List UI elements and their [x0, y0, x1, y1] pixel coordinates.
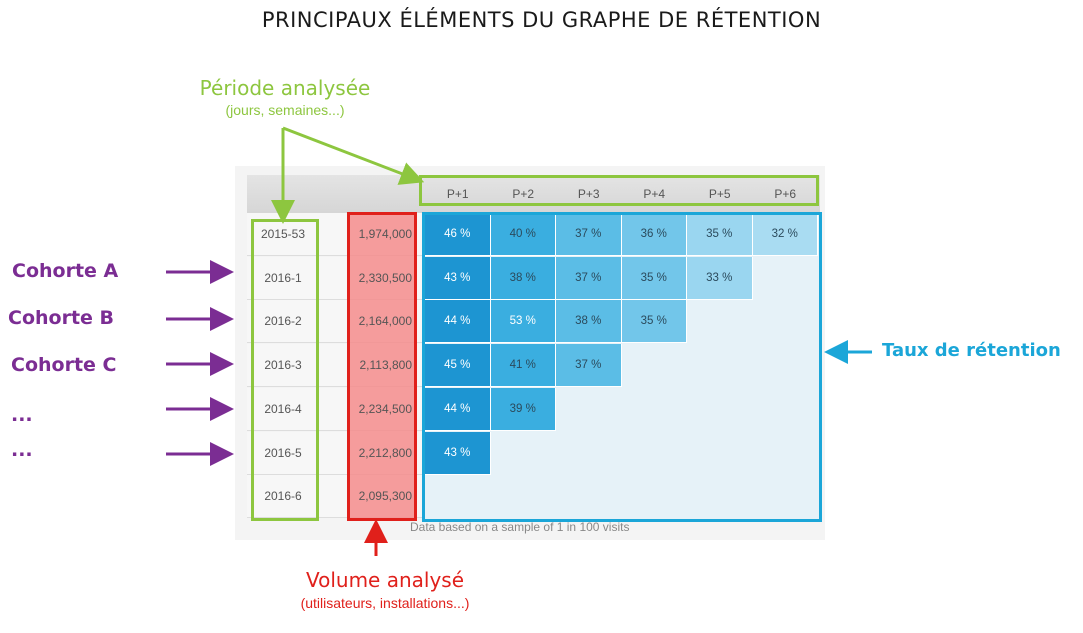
retention-cell: 44 % [425, 300, 491, 343]
cohort-cell: 2016-4 [264, 401, 302, 416]
retention-cell: 37 % [556, 213, 622, 256]
cohort-cell: 2016-3 [264, 358, 302, 373]
retention-cell: 35 % [622, 257, 688, 300]
period-header-4: P+4 [643, 187, 666, 201]
cohort-cell: 2016-5 [264, 445, 302, 460]
retention-label: Taux de rétention [882, 340, 1061, 361]
period-header-3: P+3 [577, 187, 600, 201]
cohort-label-4: ... [11, 404, 33, 426]
retention-cell: 39 % [491, 388, 557, 431]
volume-cell: 2,212,800 [358, 445, 412, 460]
period-sublabel: (jours, semaines...) [225, 102, 345, 118]
retention-cell: 44 % [425, 388, 491, 431]
retention-cell: 41 % [491, 344, 557, 387]
cohort-label-c: Cohorte C [11, 354, 117, 376]
retention-cell: 37 % [556, 257, 622, 300]
volume-label: Volume analysé [305, 568, 465, 592]
retention-cell: 40 % [491, 213, 557, 256]
cohort-cell: 2016-2 [264, 314, 302, 329]
retention-cell: 38 % [556, 300, 622, 343]
volume-cell: 2,164,000 [358, 314, 412, 329]
retention-cell: 32 % [753, 213, 819, 256]
retention-cell: 53 % [491, 300, 557, 343]
retention-cell: 35 % [687, 213, 753, 256]
cohort-cell: 2016-6 [264, 489, 302, 504]
cohort-cell: 2016-1 [264, 270, 302, 285]
volume-cell: 2,113,800 [359, 358, 412, 373]
period-header-6: P+6 [774, 187, 797, 201]
volume-cell: 1,974,000 [358, 227, 412, 241]
cohort-label-5: ... [11, 439, 33, 461]
retention-cell: 35 % [622, 300, 688, 343]
volume-sublabel: (utilisateurs, installations...) [300, 595, 470, 611]
cohort-label-a: Cohorte A [12, 260, 119, 282]
retention-cell: 46 % [425, 213, 491, 256]
period-header-2: P+2 [512, 187, 535, 201]
period-arrow-to-header [283, 128, 413, 178]
retention-cell: 38 % [491, 257, 557, 300]
volume-cell: 2,330,500 [358, 270, 412, 285]
retention-cell: 37 % [556, 344, 622, 387]
retention-cell: 45 % [425, 344, 491, 387]
page-title: PRINCIPAUX ÉLÉMENTS DU GRAPHE DE RÉTENTION [261, 8, 822, 32]
retention-cell: 36 % [622, 213, 688, 256]
period-header-5: P+5 [708, 187, 731, 201]
cohort-label-b: Cohorte B [8, 307, 115, 329]
retention-cell: 43 % [425, 257, 491, 300]
retention-cell: 43 % [425, 432, 491, 475]
cohort-cell: 2015-53 [260, 227, 306, 241]
volume-cell: 2,234,500 [358, 401, 412, 416]
sample-note: Data based on a sample of 1 in 100 visits [410, 520, 630, 534]
period-label: Période analysée [199, 76, 371, 100]
volume-cell: 2,095,300 [358, 489, 412, 504]
period-header-1: P+1 [446, 187, 469, 201]
retention-cell: 33 % [687, 257, 753, 300]
